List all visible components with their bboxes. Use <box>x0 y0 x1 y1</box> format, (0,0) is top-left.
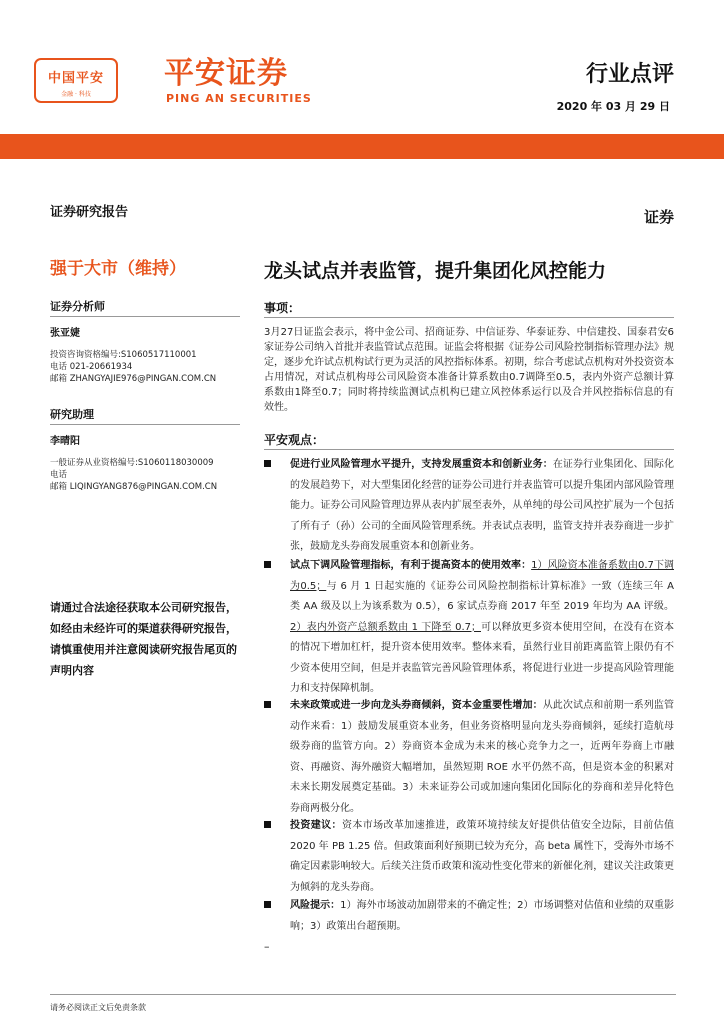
assistant-phone: 电话 <box>50 470 68 480</box>
event-paragraph: 3月27日证监会表示，将中金公司、招商证券、中信证券、华泰证券、中信建投、国泰君安6家证券公司纳入首批并表监管试点范围。证监会将根据《证券公司风险控制指标管理办法》规定，逐步允许试点机构试行更为灵活的风控指标体系。初期，综合考虑试点机构对外投资资本占用情况，对试点机构母公司风险资本准备计算系数由0.7调降至0.5，表内外资产总额计算系数由1降至0.7；同时将持续监测试点机构已建立风控体系运行以及合并风控指标信息的有效性。 <box>264 327 674 413</box>
bullet-body: 从此次试点和前期一系列监管动作来看：1）鼓励发展重资本业务，但业务资格明显向龙头券商倾斜，延续打造航母级券商的监管方向。2）券商资本金成为未来的核心竞争力之一，近两年券商上市融资、再融资、海外融资大幅增加，虽然短期 ROE 水平仍然不高，但是资本金的积累对未来长期发展奠定基础。3）未来证券公司或加速向集团化国际化的券商和差异化特色券商两极分化。 <box>290 700 675 814</box>
assistant-license: 一般证券从业资格编号:S1060118030009 <box>50 458 214 468</box>
bullet-text <box>290 816 674 898</box>
bullet-square-icon <box>264 821 271 828</box>
event-divider <box>264 317 674 318</box>
document-type: 行业点评 <box>585 62 674 87</box>
bullet-body: 1）海外市场波动加剧带来的不确定性；2）市场调整对估值和业绩的双重影响；3）政策出台超预期。 <box>290 900 674 932</box>
logo-text: 中国平安 <box>47 71 104 86</box>
footer-divider <box>50 994 676 995</box>
analyst-license: 投资咨询资格编号:S1060517110001 <box>50 350 197 360</box>
page-header <box>0 0 724 134</box>
view-label: 平安观点： <box>264 433 325 447</box>
analyst-phone: 电话 021-20661934 <box>50 362 133 372</box>
analyst-section-label: 证券分析师 <box>50 300 105 313</box>
bullet-square-icon <box>264 561 271 568</box>
assistant-name: 李晴阳 <box>50 436 80 447</box>
analyst-name: 张亚婕 <box>50 328 80 339</box>
report-headline: 龙头试点并表监管，提升集团化风控能力 <box>264 260 607 282</box>
bullet-text <box>290 896 674 937</box>
bullet-square-icon <box>264 460 271 467</box>
report-category: 证券研究报告 <box>50 205 129 220</box>
industry-name: 证券 <box>643 208 674 226</box>
analyst-email[interactable]: 邮箱 ZHANGYAJIE976@PINGAN.COM.CN <box>50 374 217 384</box>
bullet-square-icon <box>264 701 271 708</box>
bullet-body: 资本市场改革加速推进，政策环境持续友好提供估值安全边际，目前估值 2020 年 PB 1.25 倍。但政策面利好预期已较为充分，高 beta 属性下，受海外市场不确定因素影响较大。后续关注货币政策和流动性变化带来的新催化剂，建议关注政策更为倾斜的龙头券商。 <box>290 820 675 893</box>
bullet-underlined-point-2: 2）表内外资产总额系数由 1 下降至 0.7； <box>290 621 481 633</box>
brand-name-cn: 平安证券 <box>164 56 288 91</box>
bullet-text <box>290 696 674 819</box>
view-divider <box>264 449 674 450</box>
assistant-email[interactable]: 邮箱 LIQINGYANG876@PINGAN.COM.CN <box>50 482 218 492</box>
bullet-title: 风险提示： <box>290 900 341 911</box>
brand-name-en: PING AN SECURITIES <box>166 92 312 105</box>
bullet-body-mid: 与 6 月 1 日起实施的《证券公司风险控制指标计算标准》一致（连续三年 A 类 AA 级及以上为该系数为 0.5），6 家试点券商 2017 年至 2019 年均为 AA 评级。 <box>290 580 674 612</box>
report-date: 2020 年 03 月 29 日 <box>556 100 670 113</box>
bullet-underlined-point-1: 1）风险资本准备系数由0.7下调为0.5； <box>290 560 674 592</box>
ping-an-logo <box>34 58 118 103</box>
bullet-text <box>290 556 674 700</box>
bullet-square-icon <box>264 901 271 908</box>
header-divider-bar <box>0 134 724 159</box>
footer-note: 请务必阅读正文后免责条款 <box>50 1003 146 1012</box>
industry-rating: 强于大市（维持） <box>50 259 186 279</box>
bullet-title: 促进行业风险管理水平提升，支持发展重资本和创新业务： <box>290 459 553 470</box>
dash-mark: – <box>264 940 270 953</box>
bullet-body-tail: 可以释放更多资本使用空间，在没有在资本的情况下增加杠杆，提升资本使用效率。整体来看，虽然行业目前距离监管上限仍有不少资本使用空间，但是并表监管完善风险管理体系，将促进行业进一步提高风险管理能力和支持保障机制。 <box>290 621 674 694</box>
bullet-title: 试点下调风险管理指标，有利于提高资本的使用效率： <box>290 560 532 571</box>
bullet-body: 在证券行业集团化、国际化的发展趋势下，对大型集团化经营的证券公司进行并表监管可以提升集团内部风险管理能力。证券公司风险管理边界从表内扩展至表外，从单纯的母公司风控扩展为一个包括了所有子（孙）公司的全面风险管理系统。并表试点表明，监管支持并表券商进一步扩张，鼓励龙头券商发展重资本和创新业务。 <box>290 459 675 552</box>
event-label: 事项： <box>264 301 301 315</box>
assistant-divider <box>50 424 240 425</box>
assistant-section-label: 研究助理 <box>50 408 94 421</box>
disclaimer-note: 请通过合法途径获取本公司研究报告，如经由未经许可的渠道获得研究报告，请慎重使用并注意阅读研究报告尾页的声明内容 <box>50 601 237 677</box>
bullet-title: 投资建议： <box>290 820 342 831</box>
analyst-divider <box>50 316 240 317</box>
bullet-title: 未来政策或进一步向龙头券商倾斜，资本金重要性增加： <box>290 700 543 711</box>
logo-slogan: 金融 · 科技 <box>61 91 91 98</box>
bullet-text <box>290 455 674 558</box>
